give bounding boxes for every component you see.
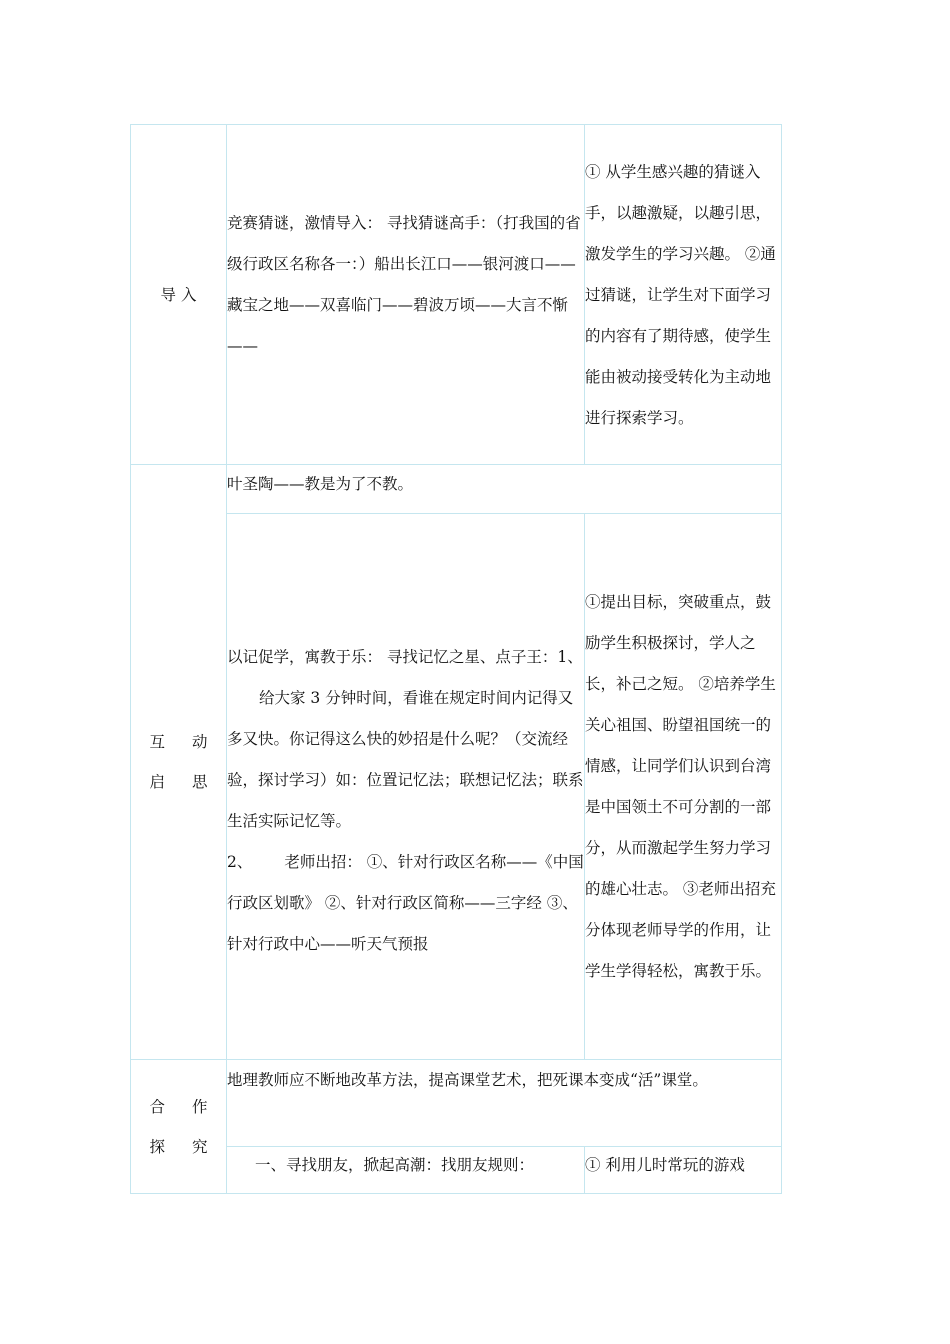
quote-cell-explore — [227, 1060, 782, 1147]
activity-part-1: 以记促学，寓教于乐： 寻找记忆之星、点子王：1、 — [227, 647, 583, 666]
purpose-text-intro: ① 从学生感兴趣的猜谜入手，以趣激疑，以趣引思，激发学生的学习兴趣。 ②通过猜谜，让学生对下面学习的内容有了期待感，使学生能由被动接受转化为主动地进行探索学习。 — [585, 162, 776, 427]
quote-text-explore: 地理教师应不断地改革方法，提高课堂艺术，把死课本变成“活”课堂。 — [227, 1071, 708, 1089]
stage-char: 启 — [149, 773, 166, 791]
row-interact-quote — [131, 465, 782, 514]
stage-char: 动 — [191, 733, 208, 751]
stage-label-explore-line1 — [150, 1087, 208, 1127]
purpose-text-interact: ①提出目标，突破重点，鼓励学生积极探讨，学人之长，补己之短。 ②培养学生关心祖国、盼望祖国统一的情感，让同学们认识到台湾是中国领土不可分割的一部分，从而激起学生努力学习的雄心壮志。 ③老师出招充分体现老师导学的作用，让学生学得轻松，寓教于乐。 — [585, 593, 776, 980]
stage-char: 合 — [149, 1097, 166, 1116]
quote-cell-interact — [227, 465, 782, 514]
stage-char: 互 — [149, 733, 166, 751]
activity-text-explore — [227, 1145, 584, 1186]
stage-char: 究 — [191, 1137, 208, 1156]
activity-text-intro: 竞赛猜谜，激情导入： 寻找猜谜高手：（打我国的省级行政区名称各一：）船出长江口——银河渡口——藏宝之地——双喜临门——碧波万顷——大言不惭—— — [227, 213, 581, 355]
activity-part-2-number: 2、 — [227, 852, 253, 871]
lesson-plan-table — [130, 124, 782, 1194]
quote-text-interact: 叶圣陶——教是为了不教。 — [227, 475, 414, 493]
stage-char: 作 — [191, 1097, 208, 1116]
stage-label-interact-line1 — [150, 722, 208, 762]
activity-text-explore-body: 一、寻找朋友，掀起高潮：找朋友规则： — [255, 1156, 535, 1174]
stage-cell-explore — [131, 1060, 227, 1194]
stage-cell-interact — [131, 465, 227, 1060]
row-intro — [131, 125, 782, 465]
stage-char: 探 — [149, 1137, 166, 1156]
activity-part-1b: 给大家 3 分钟时间，看谁在规定时间内记得又多又快。你记得这么快的妙招是什么呢？（交流经验，探讨学习）如：位置记忆法；联想记忆法；联系生活实际记忆等。 — [227, 688, 584, 830]
stage-label-intro: 导 入 — [160, 285, 197, 304]
activity-cell-intro — [227, 125, 585, 465]
row-explore-main — [131, 1147, 782, 1194]
purpose-cell-explore — [585, 1147, 782, 1194]
activity-cell-interact — [227, 514, 585, 1060]
stage-label-explore-line2 — [150, 1127, 208, 1167]
activity-part-2: 老师出招： ①、针对行政区名称——《中国行政区划歌》 ②、针对行政区简称——三字经 ③、针对行政中心——听天气预报 — [227, 852, 584, 953]
purpose-cell-intro — [585, 125, 782, 465]
activity-cell-explore — [227, 1147, 585, 1194]
purpose-cell-interact — [585, 514, 782, 1060]
stage-char: 思 — [191, 773, 208, 791]
row-explore-quote — [131, 1060, 782, 1147]
stage-label-interact-line2 — [150, 762, 208, 802]
stage-cell-intro — [131, 125, 227, 465]
row-interact-main — [131, 514, 782, 1060]
activity-text-interact — [227, 637, 584, 965]
purpose-text-explore: ① 利用儿时常玩的游戏 — [585, 1156, 745, 1174]
